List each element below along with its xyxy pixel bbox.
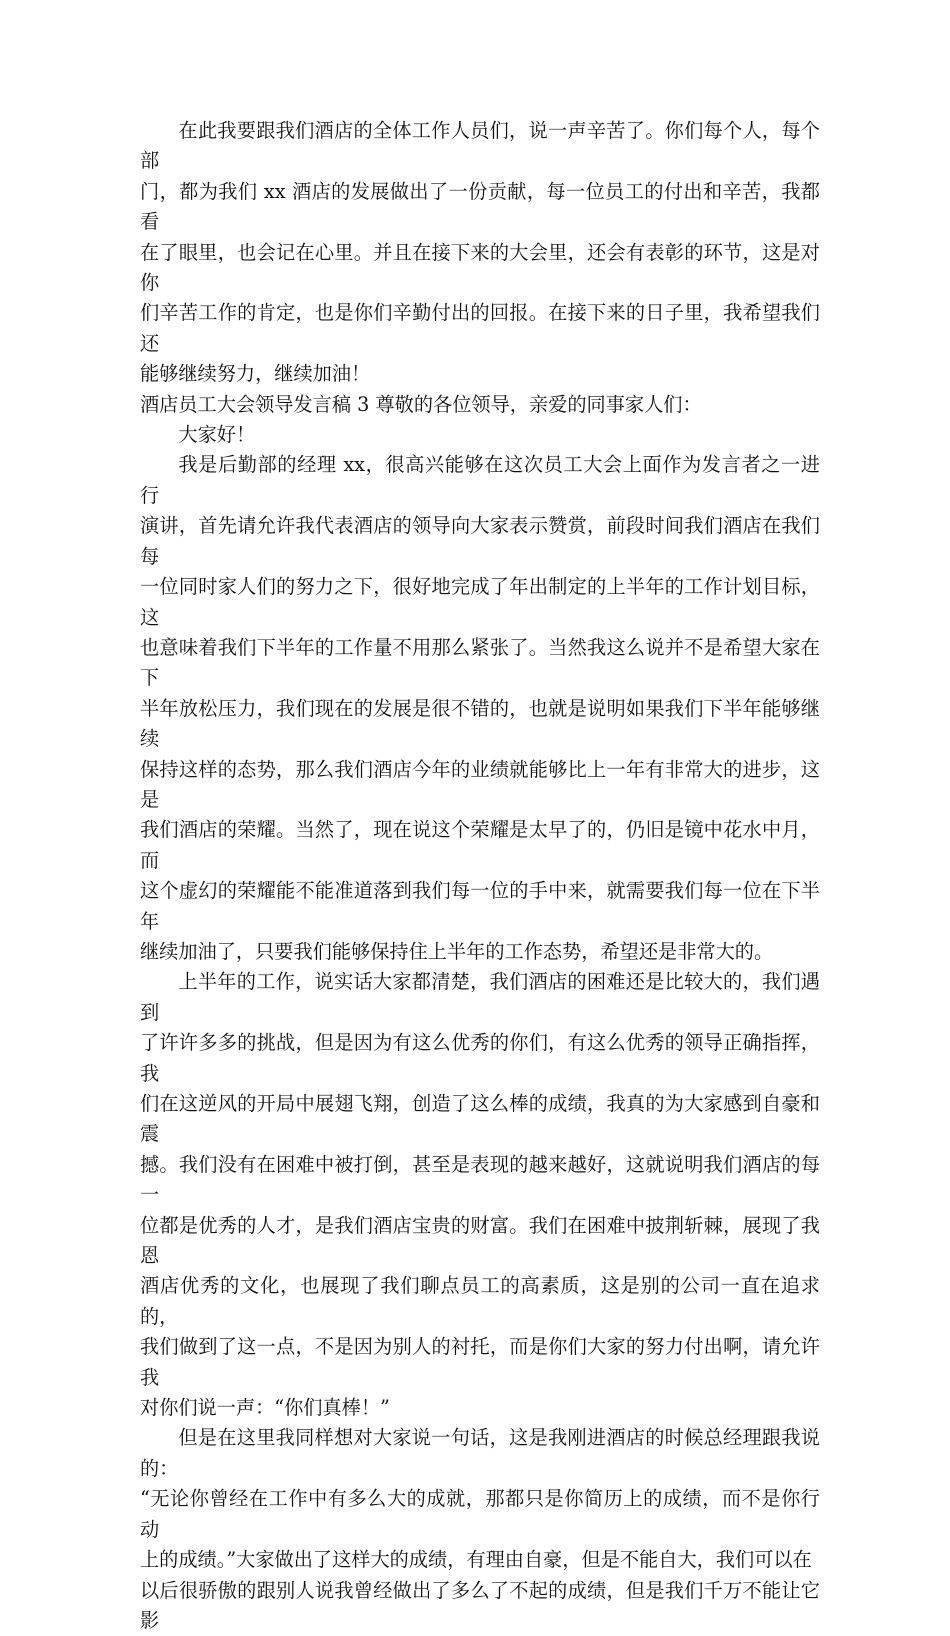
paragraph-introduction: 我是后勤部的经理 xx，很高兴能够在这次员工大会上面作为发言者之一进行 演讲，首先请允许我代表酒店的领导向大家表示赞赏，前段时间我们酒店在我们每 一位同时家人们的努力之下，很好地完成了年出制定的上半年的工作计划目标，这 也意味着我们下半年的工作量不用那么紧张了。当然我这么说并不是希望大家在下 半年放松压力，我们现在的发展是很不错的，也就是说明如果我们下半年能够继续 保持这样的态势，那么我们酒店今年的业绩就能够比上一年有非常大的进步，这是 我们酒店的荣耀。当然了，现在说这个荣耀是太早了的，仍旧是镜中花水中月，而 这个虚幻的荣耀能不能准道落到我们每一位的手中来，就需要我们每一位在下半年 继续加油了，只要我们能够保持住上半年的工作态势，希望还是非常大的。 (140, 453, 820, 963)
paragraph-caution: 但是在这里我同样想对大家说一句话，这是我刚进酒店的时候总经理跟我说的： “无论你曾经在工作中有多么大的成就，那都只是你简历上的成绩，而不是你行动 上的成绩。”大家做出了这样大的成绩，有理由自豪，但是不能自大，我们可以在 以后很骄傲的跟别人说我曾经做出了多么了不起的成绩，但是我们千万不能让它影 (140, 1426, 820, 1632)
document-page (140, 116, 820, 1636)
paragraph-thanks-staff: 在此我要跟我们酒店的全体工作人员们，说一声辛苦了。你们每个人，每个部 门，都为我们 xx 酒店的发展做出了一份贡献，每一位员工的付出和辛苦，我都看 在了眼里，也会记在心里。并且在接下来的大会里，还会有表彰的环节，这是对你 们辛苦工作的肯定，也是你们辛勤付出的回报。在接下来的日子里，我希望我们还 能够继续努力，继续加油！ (140, 119, 820, 386)
paragraph-first-half-review: 上半年的工作，说实话大家都清楚，我们酒店的困难还是比较大的，我们遇到 了许许多多的挑战，但是因为有这么优秀的你们，有这么优秀的领导正确指挥，我 们在这逆风的开局中展翅飞翔，创造了这么棒的成绩，我真的为大家感到自豪和震 撼。我们没有在困难中被打倒，甚至是表现的越来越好，这就说明我们酒店的每一 位都是优秀的人才，是我们酒店宝贵的财富。我们在困难中披荆斩棘，展现了我恩 酒店优秀的文化，也展现了我们聊点员工的高素质，这是别的公司一直在追求的， 我们做到了这一点，不是因为别人的衬托，而是你们大家的努力付出啊，请允许我 对你们说一声：“你们真棒！” (140, 970, 820, 1420)
paragraph-speech-title: 酒店员工大会领导发言稿 3 尊敬的各位领导，亲爱的同事家人们： (140, 392, 702, 416)
paragraph-greeting: 大家好！ (178, 423, 256, 447)
